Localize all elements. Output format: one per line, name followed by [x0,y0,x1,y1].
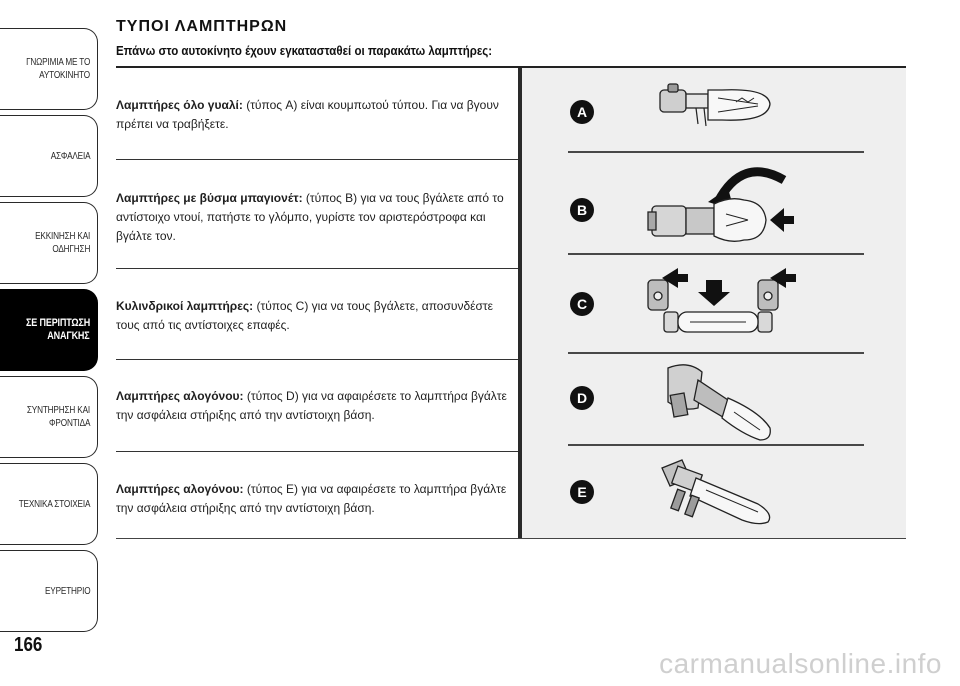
tab-label: ΦΡΟΝΤΙΔΑ [48,418,90,429]
label-badge-b [570,198,594,222]
tab-label: ΓΝΩΡΙΜΙΑ ΜΕ ΤΟ [25,57,90,68]
tab-label: ΕΥΡΕΤΗΡΙΟ [44,585,90,597]
lamp-illustrations [522,68,906,538]
label-badge-c [570,292,594,316]
tab-label: ΟΔΗΓΗΣΗ [52,244,90,255]
tab-starting-driving[interactable] [0,202,98,284]
tab-getting-to-know-car[interactable] [0,28,98,110]
push-arrow-icon [770,208,794,232]
tab-label: ΑΥΤΟΚΙΝΗΤΟ [39,70,90,81]
tab-maintenance[interactable] [0,376,98,458]
bulb-c-illustration [648,268,796,332]
row-divider [116,159,518,160]
tab-label: ΑΣΦΑΛΕΙΑ [50,150,90,162]
lamp-type-heading: Λαμπτήρες όλο γυαλί: [116,98,243,112]
svg-text:B: B [576,202,588,218]
tab-technical-data[interactable] [0,463,98,545]
tab-safety[interactable] [0,115,98,197]
lamp-type-text: (τύπος D) για να αφαιρέσετε το λαμπτήρα βγάλτε την ασφάλεια στήριξης από την αντίστοιχη βάση. [116,389,507,422]
tab-label: ΣΥΝΤΗΡΗΣΗ ΚΑΙ [26,405,90,416]
tab-label: ΑΝΑΓΚΗΣ [47,330,90,342]
tab-index[interactable] [0,550,98,632]
label-badge-e [570,480,594,504]
lamp-description-b [116,189,514,246]
lamp-type-text: (τύπος B) για να τους βγάλετε από το αντίστοιχο ντουί, πατήστε το γλόμπο, γυρίστε τον αριστερόστροφα και βγάλτε τον. [116,191,504,243]
lamp-type-heading: Κυλινδρικοί λαμπτήρες: [116,299,254,313]
bulb-e-illustration [662,460,770,524]
label-badge-d [570,386,594,410]
lamp-type-text: (τύπος C) για να τους βγάλετε, αποσυνδέστε τους από τις αντίστοιχες επαφές. [116,299,493,332]
bulb-d-illustration [668,365,770,440]
svg-text:E: E [577,484,587,500]
tab-label: ΕΚΚΙΝΗΣΗ ΚΑΙ [34,231,90,242]
page-title: ΤΥΠΟΙ ΛΑΜΠΤΗΡΩΝ [116,18,288,35]
lamp-illustrations-svg [522,68,906,538]
lamp-type-heading: Λαμπτήρες με βύσμα μπαγιονέτ: [116,191,303,205]
tab-emergency[interactable] [0,289,98,371]
watermark: carmanualsonline.info [659,648,942,679]
svg-text:D: D [576,390,588,406]
label-badge-a [570,100,594,124]
tab-label: ΤΕΧΝΙΚΑ ΣΤΟΙΧΕΙΑ [18,498,90,510]
svg-text:A: A [576,104,588,120]
page-subtitle: Επάνω στο αυτοκίνητο έχουν εγκατασταθεί οι παρακάτω λαμπτήρες: [116,44,493,58]
row-divider [116,268,518,269]
bulb-b-illustration [648,172,794,242]
lamp-type-text: (τύπος E) για να αφαιρέσετε το λαμπτήρα βγάλτε την ασφάλεια στήριξης από την αντίστοιχη βάση. [116,482,507,515]
row-divider [116,451,518,452]
lamp-description-e [116,480,514,518]
lamp-type-text: (τύπος A) είναι κουμπωτού τύπου. Για να βγουν πρέπει να τραβήξετε. [116,98,499,131]
svg-text:C: C [576,296,588,312]
lamp-description-a [116,96,514,134]
bottom-divider [116,538,906,539]
lamp-type-heading: Λαμπτήρες αλογόνου: [116,389,244,403]
bulb-a-illustration [660,84,770,126]
down-arrow-icon [698,280,730,306]
page-number: 166 [14,634,43,656]
lamp-description-d [116,387,514,425]
tab-label: ΣΕ ΠΕΡΙΠΤΩΣΗ [25,317,90,329]
row-divider [116,359,518,360]
lamp-description-c [116,297,514,335]
lamp-type-heading: Λαμπτήρες αλογόνου: [116,482,244,496]
